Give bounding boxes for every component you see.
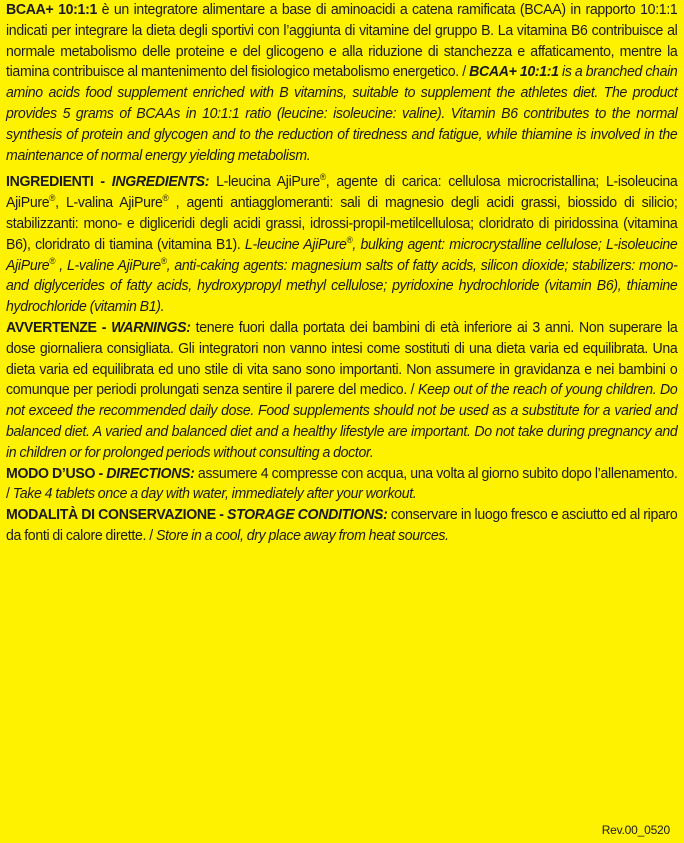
registered-mark: ® <box>319 172 326 183</box>
registered-mark: ® <box>49 255 56 266</box>
ingredients-it-2: , agente di carica: cellulosa microcristallina; L-isoleucina AjiPure <box>6 173 678 212</box>
ingredients-heading-it: INGREDIENTI - <box>6 173 112 191</box>
ingredients-en-3: , L-valine AjiPure <box>55 256 161 274</box>
storage-it-text: conservare in luogo fresco e asciutto ed al riparo da fonti di calore dirette. / <box>6 506 678 544</box>
ingredients-en-2: , bulking agent: microcrystalline cellulose; L-isoleucine AjiPure <box>6 235 678 274</box>
storage-heading-en: STORAGE CONDITIONS: <box>226 506 388 524</box>
ingredients-it-1: L-leucina AjiPure <box>209 173 320 191</box>
warnings-it-text: tenere fuori dalla portata dei bambini di età inferiore ai 3 anni. Non superare la dose giornaliera consigliata. Gli integratori non vanno intesi come sostituti di una dieta varia ed equilibrata. Una dieta varia ed equilibrata ed uno stile di vita sano sono importanti. Non assumere in gravidanza e nei bambini o comunque per periodi prolungati senza sentire il parere del medico. / <box>6 318 678 399</box>
directions-heading-it: MODO D’USO - <box>6 464 107 482</box>
ingredients-it-3: , L-valina AjiPure <box>55 194 163 212</box>
ingredients-heading-en: INGREDIENTS: <box>111 173 210 191</box>
ingredients-it-4: , agenti antiagglomeranti: sali di magnesio degli acidi grassi, biossido di silicio; stabilizzanti: mono- e digliceridi degli acidi grassi, idrossi-propil-metilcellulosa; cloridrato di piridossina (vitamina B6), cloridrato di tiamina (vitamina B1). <box>6 194 678 253</box>
registered-mark: ® <box>346 234 353 245</box>
registered-mark: ® <box>49 193 56 204</box>
product-name-en: BCAA+ 10:1:1 <box>469 63 559 81</box>
intro-english-text: is a branched chain amino acids food supplement enriched with B vitamins, suitable to supplement the athletes diet. The product provides 5 grams of BCAAs in 10:1:1 ratio (leucine: isoleucine: valine). Vitamin B6 contributes to the normal synthesis of protein and glycogen and to the reduction of tiredness and fatigue, while thiamine is involved in the maintenance of normal energy yielding metabolism. <box>6 63 678 164</box>
ingredients-en-1: L-leucine AjiPure <box>244 235 347 253</box>
ingredients-paragraph <box>6 172 677 318</box>
revision-code: Rev.00_0520 <box>601 823 670 837</box>
ingredients-en-4: , anti-caking agents: magnesium salts of fatty acids, silicon dioxide; stabilizers: mono- and diglycerides of fatty acids, hydroxypropyl methyl cellulose; pyridoxine hydrochloride (vitamin B6), thiamine hydrochloride (vitamin B1). <box>6 256 678 316</box>
registered-mark: ® <box>160 255 167 266</box>
warnings-en-text: Keep out of the reach of young children. Do not exceed the recommended daily dose. Food supplements should not be used as a substitute for a varied and balanced diet. A varied and balanced diet and a healthy lifestyle are important. Do not take during pregnancy and in children or for prolonged periods without consulting a doctor. <box>6 381 678 461</box>
warnings-heading-en: WARNINGS: <box>111 318 191 336</box>
warnings-paragraph <box>6 318 677 464</box>
directions-it-text: assumere 4 compresse con acqua, una volta al giorno subito dopo l’allenamento. / <box>6 464 678 503</box>
directions-heading-en: DIRECTIONS: <box>106 464 195 482</box>
storage-heading-it: MODALITÀ DI CONSERVAZIONE - <box>6 506 227 524</box>
product-name: BCAA+ 10:1:1 <box>6 1 97 18</box>
storage-en-text: Store in a cool, dry place away from heat sources. <box>155 526 449 544</box>
directions-en-text: Take 4 tablets once a day with water, immediately after your workout. <box>12 485 417 503</box>
label-text <box>6 0 678 547</box>
registered-mark: ® <box>162 193 169 204</box>
warnings-heading-it: AVVERTENZE - <box>6 318 112 336</box>
intro-italian-text: è un integratore alimentare a base di aminoacidi a catena ramificata (BCAA) in rapporto 10:1:1 indicati per integrare la dieta degli sportivi con l’aggiunta di vitamine del gruppo B. La vitamina B6 contribuisce al normale metabolismo delle proteine e del glicogeno e alla riduzione di stanchezza e affaticamento, mentre la tiamina contribuisce al mantenimento del fisiologico metabolismo energetico. / <box>6 1 678 81</box>
intro-paragraph <box>6 0 677 166</box>
storage-paragraph <box>6 505 677 547</box>
directions-paragraph <box>6 464 677 506</box>
